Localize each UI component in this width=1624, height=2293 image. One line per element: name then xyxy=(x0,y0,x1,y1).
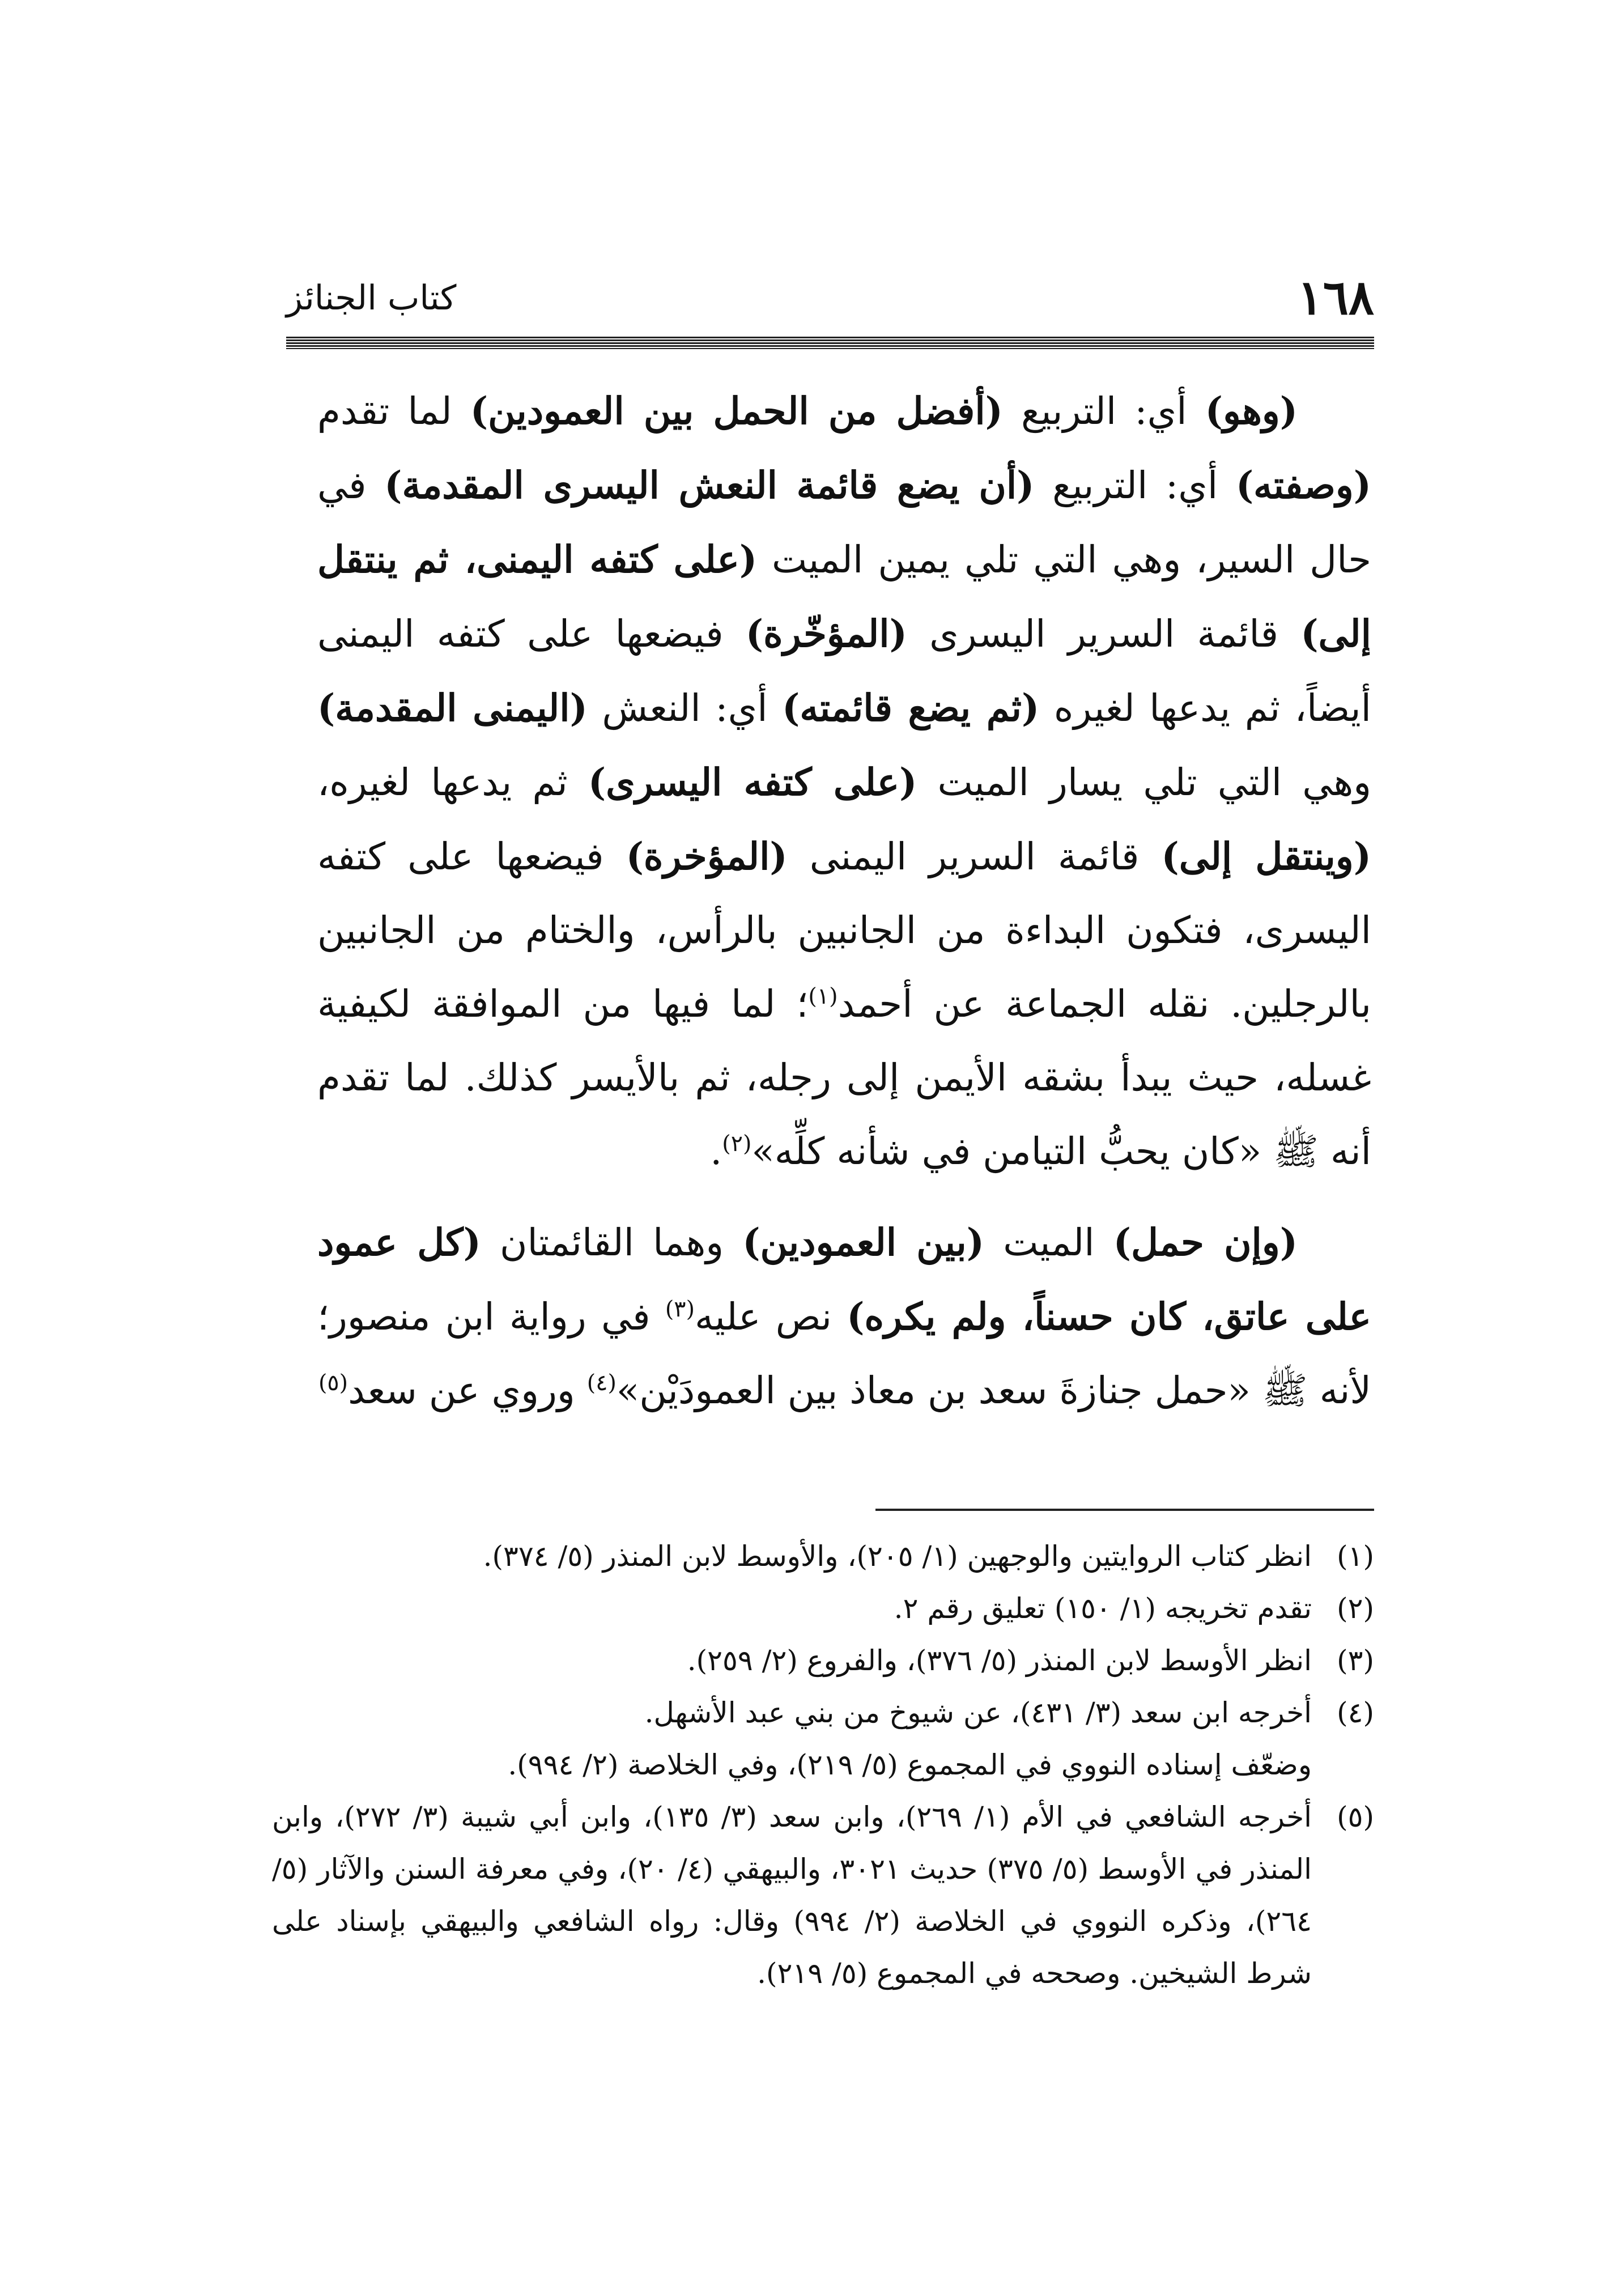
footnote-text: انظر الأوسط لابن المنذر (٥/ ٣٧٦)، والفروع (٢/ ٢٥٩). xyxy=(687,1644,1312,1677)
header-rule xyxy=(286,337,1374,349)
footnote-ref[interactable]: (٢) xyxy=(722,1131,752,1157)
sharh-text: وهي التي تلي يسار الميت xyxy=(917,761,1371,804)
matn-term: (وإن حمل) xyxy=(1113,1220,1298,1264)
footnotes xyxy=(272,1530,1374,1999)
book-title: كتاب الجنائز xyxy=(286,278,457,318)
footnote-2 xyxy=(272,1582,1374,1634)
footnote-3 xyxy=(272,1634,1374,1687)
matn-term: (كل عمود على عاتق، كان حسناً، ولم يكره) xyxy=(317,1220,1371,1339)
sharh-text: ثم يدعها لغيره، xyxy=(317,761,588,804)
sharh-text: أي: التربيع xyxy=(1002,389,1205,433)
sharh-text: قائمة السرير اليمنى xyxy=(787,835,1162,878)
sharh-text: ؛ لما فيها من الموافقة لكيفية غسله، حيث يبدأ بشقه الأيمن إلى رجله، ثم بالأيسر كذلك. لما تقدم أنه ﷺ «كان يحبُّ التيامن في شأنه كلِّه» xyxy=(317,982,1371,1173)
sharh-text: الميت xyxy=(984,1221,1113,1264)
matn-term: (على كتفه اليسرى) xyxy=(588,760,917,804)
page-number: ١٦٨ xyxy=(1297,269,1374,325)
page-header xyxy=(286,266,1374,334)
matn-term: (وصفته) xyxy=(1235,463,1371,507)
matn-term: (وينتقل إلى) xyxy=(1161,834,1371,878)
footnote-5 xyxy=(272,1791,1374,1999)
matn-term: (أفضل من الحمل بين العمودين) xyxy=(470,389,1003,433)
footnote-1 xyxy=(272,1530,1374,1582)
matn-term: (بين العمودين) xyxy=(742,1220,985,1264)
footnote-ref[interactable]: (٣) xyxy=(665,1296,695,1322)
footnote-text: أخرجه الشافعي في الأم (١/ ٢٦٩)، وابن سعد (٣/ ١٣٥)، وابن أبي شيبة (٣/ ٢٧٢)، وابن المنذر في الأوسط (٥/ ٣٧٥) حديث ٣٠٢١، والبيهقي (٤/ ٢٠)، وفي معرفة السنن والآثار (٥/ ٢٦٤)، وذكره النووي في الخلاصة (٢/ ٩٩٤) وقال: رواه الشافعي والبيهقي بإسناد على شرط الشيخين. وصححه في المجموع (٥/ ٢١٩). xyxy=(272,1801,1312,1990)
matn-term: (أن يضع قائمة النعش اليسرى المقدمة) xyxy=(384,463,1035,507)
footnote-ref[interactable]: (٤) xyxy=(586,1370,617,1396)
footnote-number: (٤) xyxy=(1337,1696,1374,1729)
matn-term: (المؤخّرة) xyxy=(745,612,907,656)
sharh-text: في رواية ابن منصور؛ لأنه ﷺ «حمل جنازةَ سعد بن معاذ بين العمودَيْن» xyxy=(317,1295,1371,1412)
footnote-ref[interactable]: (٥) xyxy=(318,1370,348,1396)
sharh-text: لما تقدم xyxy=(317,389,470,433)
footnote-number: (٣) xyxy=(1337,1644,1374,1677)
sharh-text: وهما القائمتان xyxy=(481,1221,743,1264)
footnote-number: (١) xyxy=(1337,1540,1374,1573)
footnote-number: (٥) xyxy=(1337,1801,1374,1833)
sharh-text: أي: التربيع xyxy=(1034,464,1236,507)
footnote-ref[interactable]: (١) xyxy=(808,983,838,1009)
sharh-text: أي: النعش xyxy=(587,686,783,730)
sharh-text: وروي عن سعد xyxy=(348,1369,587,1412)
footnote-text: أخرجه ابن سعد (٣/ ٤٣١)، عن شيوخ من بني عبد الأشهل. xyxy=(644,1696,1312,1729)
footnote-4-continuation: وضعّف إسناده النووي في المجموع (٥/ ٢١٩)، وفي الخلاصة (٢/ ٩٩٤). xyxy=(508,1748,1312,1781)
footnote-4 xyxy=(272,1687,1374,1739)
sharh-text: . xyxy=(710,1129,722,1173)
footnote-number: (٢) xyxy=(1337,1592,1374,1625)
sharh-text: نص عليه xyxy=(695,1295,847,1339)
matn-term: (المؤخرة) xyxy=(626,834,788,878)
matn-term: (على كتفه اليمنى، ثم ينتقل إلى) xyxy=(317,537,1371,656)
sharh-text: قائمة السرير اليسرى xyxy=(907,612,1301,656)
footnote-text: تقدم تخريجه (١/ ١٥٠) تعليق رقم ٢. xyxy=(894,1592,1312,1625)
matn-term: (وهو) xyxy=(1205,389,1298,433)
sharh-text: فيضعها على كتفه اليمنى أيضاً، ثم يدعها لغيره xyxy=(317,612,1371,730)
footnote-separator xyxy=(875,1509,1374,1511)
matn-term: (اليمنى المقدمة) xyxy=(317,686,588,730)
paragraph-1 xyxy=(317,374,1371,1188)
footnote-text: انظر كتاب الروايتين والوجهين (١/ ٢٠٥)، والأوسط لابن المنذر (٥/ ٣٧٤). xyxy=(483,1540,1312,1573)
sharh-text: فيضعها على كتفه اليسرى، فتكون البداءة من الجانبين بالرأس، والختام من الجانبين بالرجلين. نقله الجماعة عن أحمد xyxy=(317,835,1371,1026)
main-text xyxy=(317,374,1371,1428)
sharh-text: في حال السير، وهي التي تلي يمين الميت xyxy=(317,464,1371,581)
matn-term: (ثم يضع قائمته) xyxy=(782,686,1040,730)
paragraph-2 xyxy=(317,1205,1371,1428)
